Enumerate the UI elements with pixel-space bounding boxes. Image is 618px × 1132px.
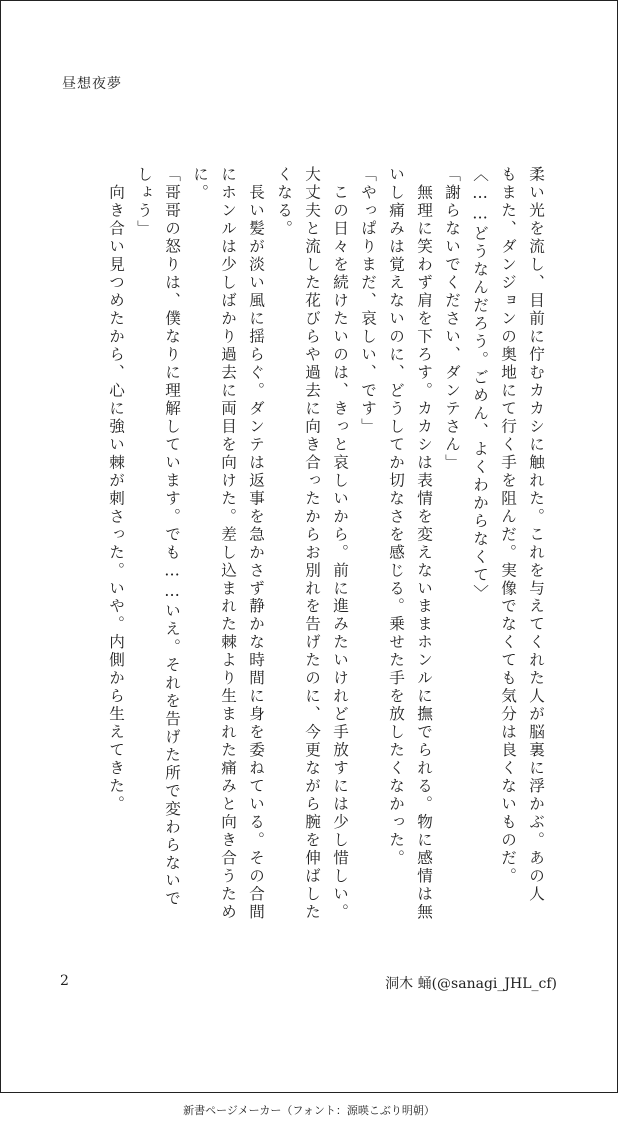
generator-caption: 新書ページメーカー（フォント：源暎こぶり明朝） [183, 1104, 435, 1117]
text-line: にホンルは少しばかり過去に両目を向けた。差し込まれた棘より生まれた痛みと向き合うため [219, 166, 237, 922]
text-line: しょう」 [135, 166, 153, 238]
text-line: 長い髪が淡い風に揺らぐ。ダンテは返事を急かさず静かな時間に身を委ねている。その合間 [247, 166, 265, 922]
text-line: 大丈夫と流した花びらや過去に向き合ったからお別れを告げたのに、今更ながら腕を伸ばした [303, 166, 321, 922]
page-number: 2 [60, 973, 69, 989]
running-title: 昼想夜夢 [62, 76, 122, 92]
text-line: に。 [191, 166, 209, 202]
text-line: 「やっぱりまだ、哀しい、です」 [359, 166, 377, 436]
text-line: 柔い光を流し、目前に佇むカカシに触れた。これを与えてくれた人が脳裏に浮かぶ。あの人 [527, 166, 545, 904]
text-line: くなる。 [275, 166, 293, 238]
text-line: 〈……どうなんだろう。ごめん、よくわからなくて〉 [471, 166, 489, 603]
author-credit: 洞木 蛹(@sanagi_JHL_cf) [385, 976, 557, 992]
text-line: いし痛みは覚えないのに、どうしてか切なさを感じる。乗せた手を放したくなかった。 [387, 166, 405, 868]
text-line: 「謝らないでください、ダンテさん」 [443, 166, 461, 472]
text-line: もまた、ダンジョンの奥地にて行く手を阻んだ。実像でなくても気分は良くないものだ。 [499, 166, 517, 886]
text-line: この日々を続けたいのは、きっと哀しいから。前に進みたいけれど手放すには少し惜しい。 [331, 166, 349, 922]
text-line: 無理に笑わず肩を下ろす。カカシは表情を変えないままホンルに撫でられる。物に感情は無 [415, 166, 433, 922]
text-line: 「哥哥の怒りは、僕なりに理解しています。でも……いえ。それを告げた所で変わらないで [163, 166, 181, 908]
text-line: 向き合い見つめたから、心に強い棘が刺さった。いや。内側から生えてきた。 [107, 166, 125, 814]
